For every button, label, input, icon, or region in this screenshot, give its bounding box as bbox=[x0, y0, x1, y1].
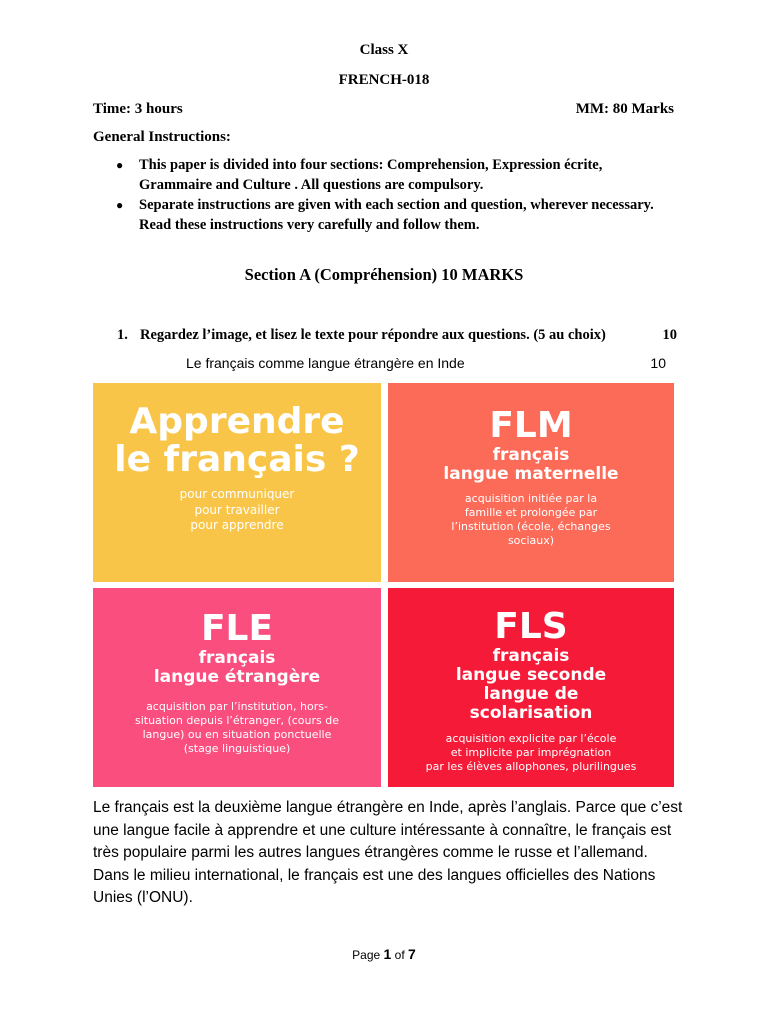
panel-body bbox=[388, 732, 674, 774]
question-marks: 10 bbox=[662, 327, 677, 343]
question-number: 1. bbox=[117, 327, 128, 343]
general-instructions-label: General Instructions: bbox=[93, 129, 231, 145]
panel-subtitle-line1: français bbox=[492, 646, 570, 666]
section-a-title: Section A (Compréhension) 10 MARKS bbox=[244, 265, 524, 284]
footer-of-word: of bbox=[394, 948, 405, 962]
panel-subtitle-line2: langue seconde bbox=[455, 665, 607, 685]
panel-line: sociaux) bbox=[507, 534, 555, 547]
panel-line: et implicite par imprégnation bbox=[450, 746, 612, 759]
page-footer bbox=[0, 946, 768, 962]
panel-line: l’institution (école, échanges bbox=[451, 520, 611, 533]
panel-line: langue) ou en situation ponctuelle bbox=[142, 728, 332, 741]
infographic-flm-panel bbox=[388, 383, 674, 582]
panel-line: famille et prolongée par bbox=[464, 506, 598, 519]
panel-line: pour apprendre bbox=[190, 518, 284, 532]
bullet-icon: ● bbox=[116, 158, 124, 172]
panel-abbr: FLM bbox=[489, 405, 573, 446]
panel-line: acquisition explicite par l’école bbox=[445, 732, 617, 745]
panel-line: par les élèves allophones, plurilingues bbox=[425, 760, 637, 773]
question-1 bbox=[117, 327, 677, 344]
infographic-apprendre-panel bbox=[93, 383, 381, 582]
question-text: Regardez l’image, et lisez le texte pour répondre aux questions. (5 au choix) bbox=[140, 327, 606, 343]
panel-line: acquisition initiée par la bbox=[464, 492, 598, 505]
panel-title-line1: Apprendre bbox=[129, 401, 345, 442]
panel-line: acquisition par l’institution, hors- bbox=[146, 700, 328, 713]
instruction-text: Separate instructions are given with each section and question, wherever necessary. Read these instructions very carefully and follow them. bbox=[139, 197, 654, 233]
panel-abbr: FLS bbox=[494, 606, 568, 647]
infographic-fls-panel bbox=[388, 588, 674, 787]
footer-current-page: 1 bbox=[383, 946, 392, 962]
panel-body bbox=[388, 492, 674, 548]
exam-time: Time: 3 hours bbox=[93, 101, 183, 117]
instruction-item bbox=[116, 155, 676, 195]
infographic bbox=[93, 383, 674, 787]
panel-body bbox=[93, 700, 381, 756]
panel-subtitle-line2: langue maternelle bbox=[443, 464, 619, 484]
panel-title-line2: le français ? bbox=[114, 439, 360, 480]
panel-line: (stage linguistique) bbox=[183, 742, 291, 755]
passage-title: Le français comme langue étrangère en Inde bbox=[186, 355, 465, 371]
panel-subtitle-line2: langue étrangère bbox=[153, 667, 321, 687]
bullet-icon: ● bbox=[116, 198, 124, 212]
panel-body bbox=[93, 487, 381, 534]
panel-subtitle-line4: scolarisation bbox=[469, 703, 593, 723]
passage-text: Le français est la deuxième langue étrangère en Inde, après l’anglais. Parce que c’est une langue facile à apprendre et une culture intéressante à connaître, le français est très populaire parmi les autres langues étrangères comme le russe et l’allemand. Dans le milieu international, le français est une des langues officielles des Nations Unies (l’ONU). bbox=[93, 799, 683, 907]
passage-title-row bbox=[186, 355, 666, 371]
class-label: Class X bbox=[359, 42, 409, 58]
panel-line: pour travailler bbox=[194, 502, 280, 517]
panel-subtitle-line1: français bbox=[492, 445, 570, 465]
max-marks: MM: 80 Marks bbox=[575, 101, 674, 117]
instruction-text: This paper is divided into four sections: Comprehension, Expression écrite, Grammaire and Culture . All questions are compulsory. bbox=[139, 157, 603, 193]
panel-subtitle-line1: français bbox=[198, 648, 276, 668]
panel-line: pour communiquer bbox=[179, 487, 295, 501]
footer-total-pages: 7 bbox=[408, 946, 416, 962]
panel-subtitle-line3: langue de bbox=[483, 684, 579, 704]
passage-marks: 10 bbox=[650, 355, 666, 371]
course-code: FRENCH-018 bbox=[338, 72, 430, 88]
panel-abbr: FLE bbox=[200, 608, 274, 649]
panel-line: situation depuis l’étranger, (cours de bbox=[134, 714, 340, 727]
instruction-item bbox=[116, 195, 676, 235]
infographic-fle-panel bbox=[93, 588, 381, 787]
exam-meta-row bbox=[93, 101, 674, 118]
footer-page-word: Page bbox=[352, 948, 381, 962]
instructions-list bbox=[116, 155, 676, 235]
